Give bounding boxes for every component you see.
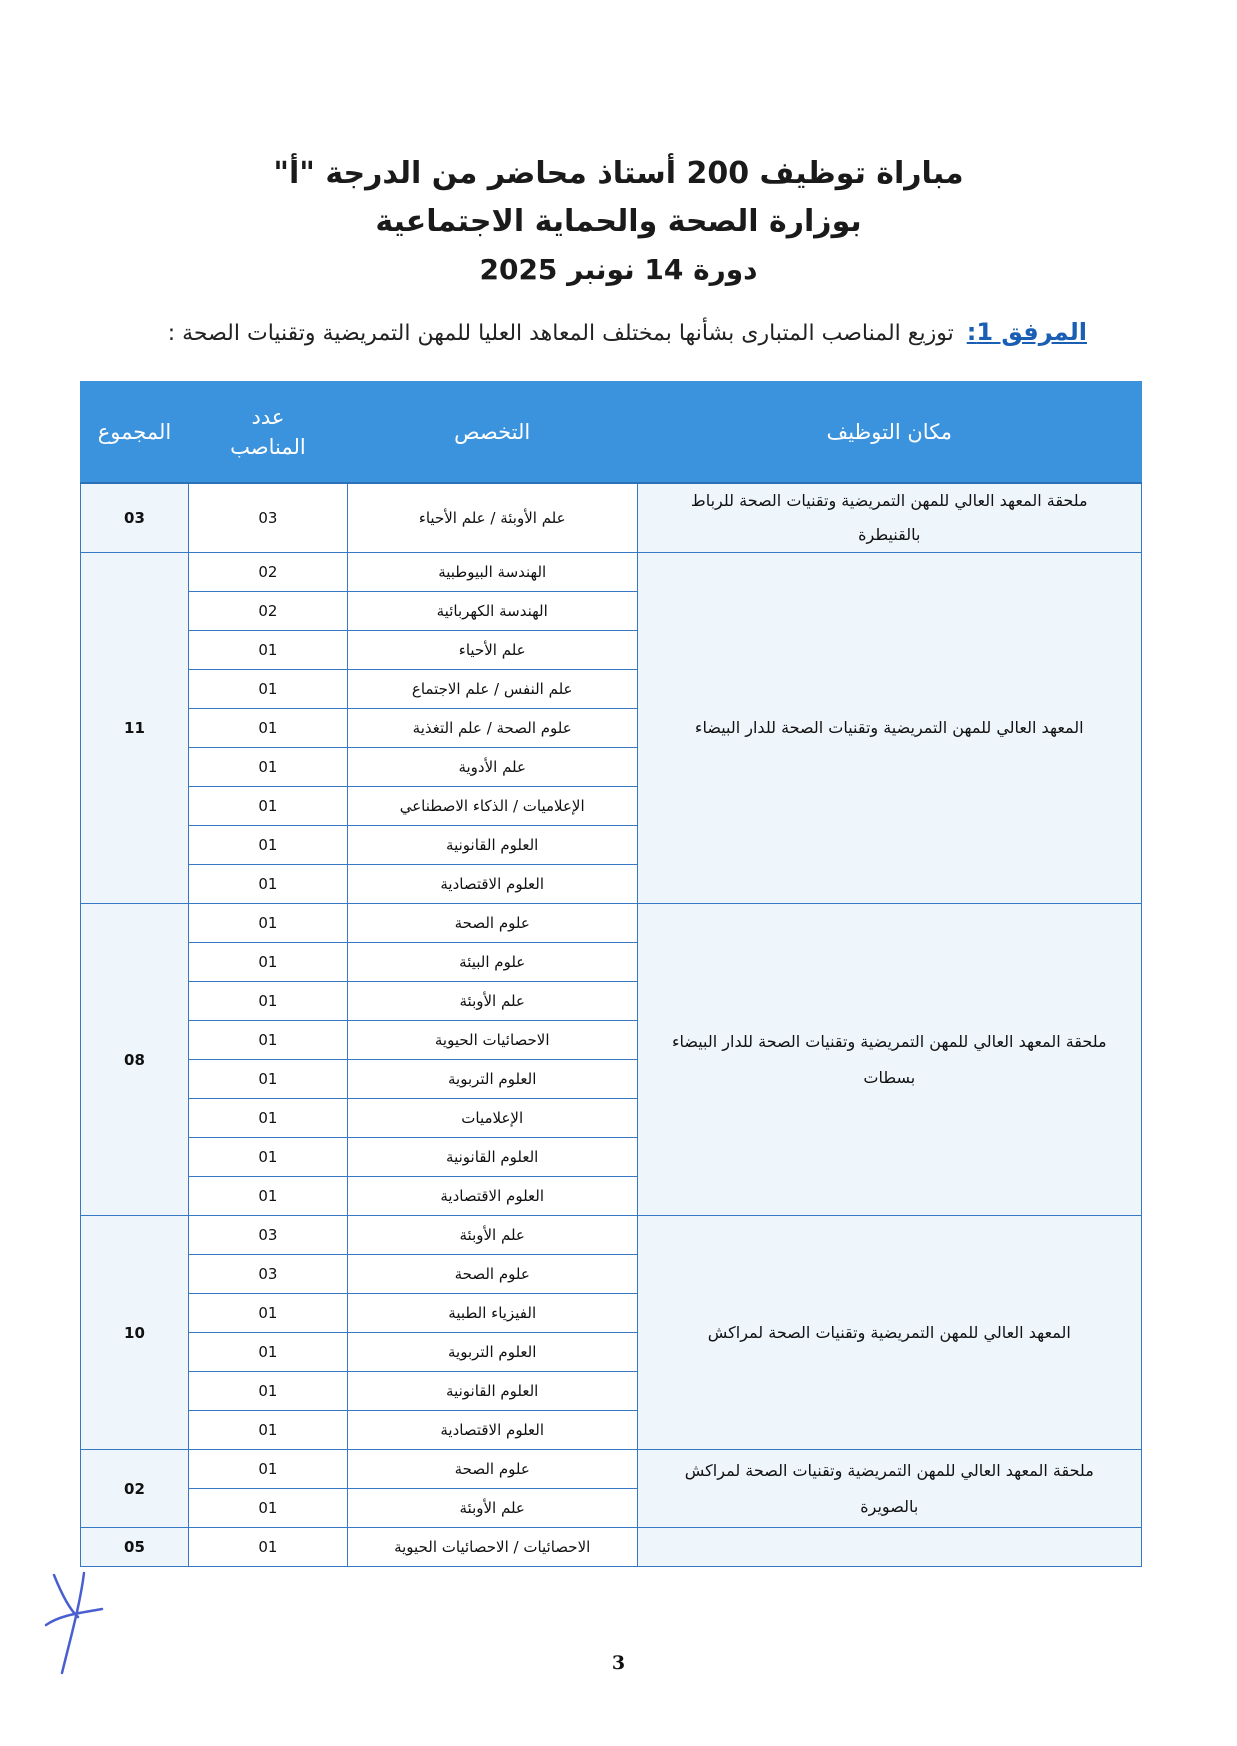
annex-label: المرفق 1: <box>966 318 1087 346</box>
specialty-cell: علم الأوبئة / علم الأحياء <box>347 483 637 553</box>
specialty-cell: علوم الصحة <box>347 1255 637 1294</box>
count-cell: 01 <box>188 1138 347 1177</box>
title-line-3: دورة 14 نونبر 2025 <box>479 253 758 286</box>
count-cell: 01 <box>188 670 347 709</box>
specialty-cell: العلوم القانونية <box>347 1138 637 1177</box>
count-cell: 01 <box>188 982 347 1021</box>
place-cell: ملحقة المعهد العالي للمهن التمريضية وتقنيات الصحة لمراكش بالصويرة <box>637 1450 1141 1528</box>
specialty-cell: العلوم الاقتصادية <box>347 1411 637 1450</box>
specialty-cell: علوم الصحة <box>347 1450 637 1489</box>
specialty-cell: علم الأوبئة <box>347 1216 637 1255</box>
total-cell: 05 <box>81 1528 189 1567</box>
table-body <box>81 483 1142 1567</box>
place-cell: المعهد العالي للمهن التمريضية وتقنيات الصحة لمراكش <box>637 1216 1141 1450</box>
place-cell: ملحقة المعهد العالي للمهن التمريضية وتقنيات الصحة للدار البيضاء بسطات <box>637 904 1141 1216</box>
specialty-cell: الاحصائيات / الاحصائيات الحيوية <box>347 1528 637 1567</box>
count-cell: 01 <box>188 1021 347 1060</box>
count-cell: 01 <box>188 1177 347 1216</box>
header-place: مكان التوظيف <box>637 382 1141 484</box>
total-cell: 10 <box>81 1216 189 1450</box>
place-cell: المعهد العالي للمهن التمريضية وتقنيات الصحة للدار البيضاء <box>637 553 1141 904</box>
page-number: 3 <box>611 1652 626 1674</box>
count-cell: 01 <box>188 1411 347 1450</box>
table-row <box>81 483 1142 553</box>
table-row <box>81 1528 1142 1567</box>
count-cell: 01 <box>188 1294 347 1333</box>
specialty-cell: علوم الصحة / علم التغذية <box>347 709 637 748</box>
specialty-cell: العلوم القانونية <box>347 1372 637 1411</box>
count-cell: 01 <box>188 631 347 670</box>
specialty-cell: علوم الصحة <box>347 904 637 943</box>
specialty-cell: العلوم الاقتصادية <box>347 1177 637 1216</box>
specialty-cell: علم الأحياء <box>347 631 637 670</box>
annex-caption <box>127 318 1087 346</box>
count-cell: 01 <box>188 748 347 787</box>
header-specialty: التخصص <box>347 382 637 484</box>
specialty-cell: الفيزياء الطبية <box>347 1294 637 1333</box>
count-cell: 02 <box>188 592 347 631</box>
count-cell: 01 <box>188 787 347 826</box>
specialty-cell: العلوم الاقتصادية <box>347 865 637 904</box>
table-row <box>81 1450 1142 1489</box>
document-title <box>0 150 1237 294</box>
title-line-2: بوزارة الصحة والحماية الاجتماعية <box>375 204 862 239</box>
header-total: المجموع <box>81 382 189 484</box>
specialty-cell: الهندسة الكهربائية <box>347 592 637 631</box>
count-cell: 01 <box>188 1372 347 1411</box>
count-cell: 01 <box>188 1099 347 1138</box>
specialty-cell: علوم البيئة <box>347 943 637 982</box>
total-cell: 08 <box>81 904 189 1216</box>
header-count: عدد المناصب <box>188 382 347 484</box>
annex-text: توزيع المناصب المتبارى بشأنها بمختلف المعاهد العليا للمهن التمريضية وتقنيات الصحة : <box>167 321 954 346</box>
specialty-cell: العلوم التربوية <box>347 1060 637 1099</box>
specialty-cell: العلوم التربوية <box>347 1333 637 1372</box>
place-cell: ملحقة المعهد العالي للمهن التمريضية وتقنيات الصحة للرباط بالقنيطرة <box>637 483 1141 553</box>
table-row <box>81 1216 1142 1255</box>
count-cell: 03 <box>188 1255 347 1294</box>
count-cell: 01 <box>188 904 347 943</box>
count-cell: 01 <box>188 826 347 865</box>
specialty-cell: العلوم القانونية <box>347 826 637 865</box>
count-cell: 01 <box>188 1489 347 1528</box>
specialty-cell: علم النفس / علم الاجتماع <box>347 670 637 709</box>
count-cell: 02 <box>188 553 347 592</box>
count-cell: 01 <box>188 709 347 748</box>
positions-table <box>80 381 1142 1567</box>
count-cell: 01 <box>188 1060 347 1099</box>
title-line-1: مباراة توظيف 200 أستاذ محاضر من الدرجة "أ" <box>273 156 964 191</box>
count-cell: 03 <box>188 483 347 553</box>
count-cell: 03 <box>188 1216 347 1255</box>
place-cell <box>637 1528 1141 1567</box>
count-cell: 01 <box>188 1333 347 1372</box>
table-row <box>81 553 1142 592</box>
specialty-cell: علم الأدوية <box>347 748 637 787</box>
specialty-cell: الهندسة البيوطبية <box>347 553 637 592</box>
table-row <box>81 904 1142 943</box>
table-header-row <box>81 382 1142 484</box>
total-cell: 03 <box>81 483 189 553</box>
count-cell: 01 <box>188 1450 347 1489</box>
specialty-cell: علم الأوبئة <box>347 1489 637 1528</box>
count-cell: 01 <box>188 1528 347 1567</box>
count-cell: 01 <box>188 865 347 904</box>
total-cell: 11 <box>81 553 189 904</box>
total-cell: 02 <box>81 1450 189 1528</box>
specialty-cell: الإعلاميات <box>347 1099 637 1138</box>
specialty-cell: الاحصائيات الحيوية <box>347 1021 637 1060</box>
specialty-cell: الإعلاميات / الذكاء الاصطناعي <box>347 787 637 826</box>
specialty-cell: علم الأوبئة <box>347 982 637 1021</box>
count-cell: 01 <box>188 943 347 982</box>
